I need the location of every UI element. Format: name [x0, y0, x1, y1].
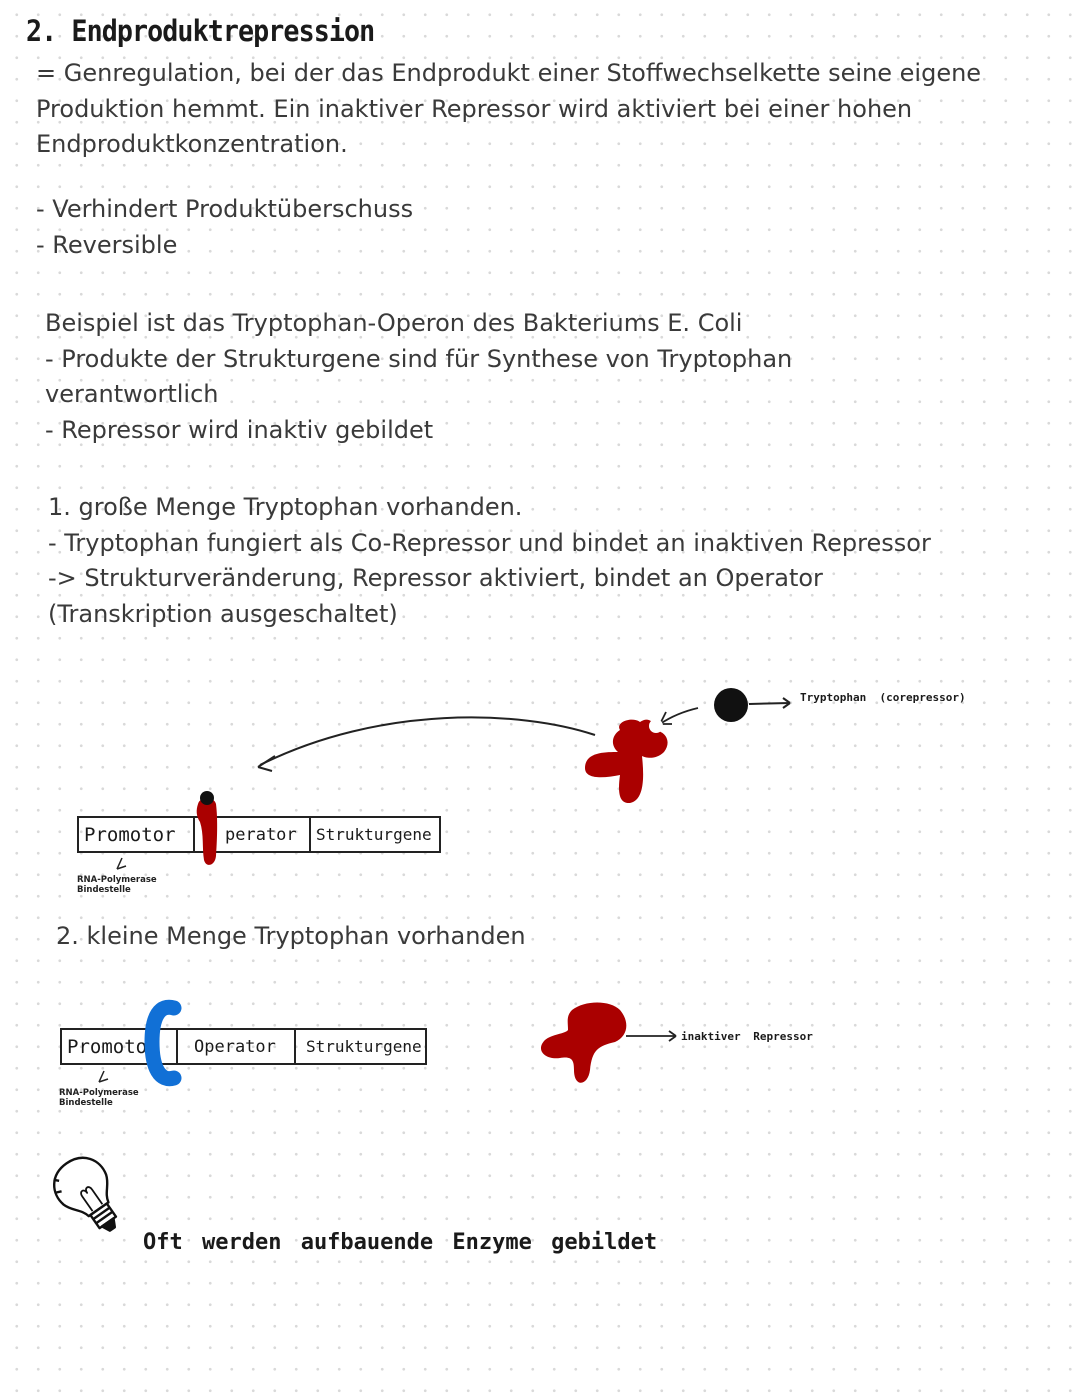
definition-line: = Genregulation, bei der das Endprodukt einer Stoffwechselkette seine eigene [36, 59, 982, 87]
case2-title: 2. kleine Menge Tryptophan vorhanden [56, 922, 526, 950]
example-line: - Repressor wird inaktiv gebildet [45, 415, 434, 444]
note-text: Oft werden aufbauende Enzyme gebildet [143, 1230, 658, 1255]
tryptophan-label: Tryptophan (corepressor) [800, 691, 966, 704]
case1-line: 1. große Menge Tryptophan vorhanden. [48, 493, 523, 521]
inactive-repressor-shape [541, 1003, 626, 1083]
promotor-box-1: Promotor [77, 816, 195, 853]
property-item: - Reversible [36, 230, 178, 259]
page-title: 2. Endproduktrepression [26, 14, 375, 48]
inaktiver-repressor-label: inaktiver Repressor [681, 1030, 813, 1043]
definition-line: Endproduktkonzentration. [36, 130, 348, 158]
bindestelle-text: Bindestelle [59, 1098, 113, 1108]
strukturgene-box-1: Strukturgene [309, 816, 441, 853]
definition-line: Produktion hemmt. Ein inaktiver Repressor wird aktiviert bei einer hohen [36, 94, 913, 123]
bindestelle-text: Bindestelle [77, 885, 131, 895]
operator-box-1: perator [193, 816, 311, 853]
operator-box-2: Operator [176, 1028, 296, 1065]
promotor-box-2: Promoto [60, 1028, 178, 1065]
example-line: - Produkte der Strukturgene sind für Synthese von Tryptophan [45, 344, 793, 373]
example-line: Beispiel ist das Tryptophan-Operon des Bakteriums E. Coli [45, 309, 743, 337]
case1-line: - Tryptophan fungiert als Co-Repressor und bindet an inaktiven Repressor [48, 528, 931, 557]
example-line: verantwortlich [45, 380, 219, 408]
rna-polymerase-text: RNA-Polymerase [77, 875, 157, 885]
rna-polymerase-text: RNA-Polymerase [59, 1088, 139, 1098]
strukturgene-box-2: Strukturgene [294, 1028, 427, 1065]
corepressor-label: (corepressor) [879, 691, 966, 704]
case1-line: (Transkription ausgeschaltet) [48, 599, 398, 628]
property-item: - Verhindert Produktüberschuss [36, 195, 414, 223]
rna-arrow-2 [99, 1071, 108, 1082]
lightbulb-icon [40, 1150, 140, 1245]
case1-line: -> Strukturveränderung, Repressor aktiviert, bindet an Operator [48, 564, 823, 592]
